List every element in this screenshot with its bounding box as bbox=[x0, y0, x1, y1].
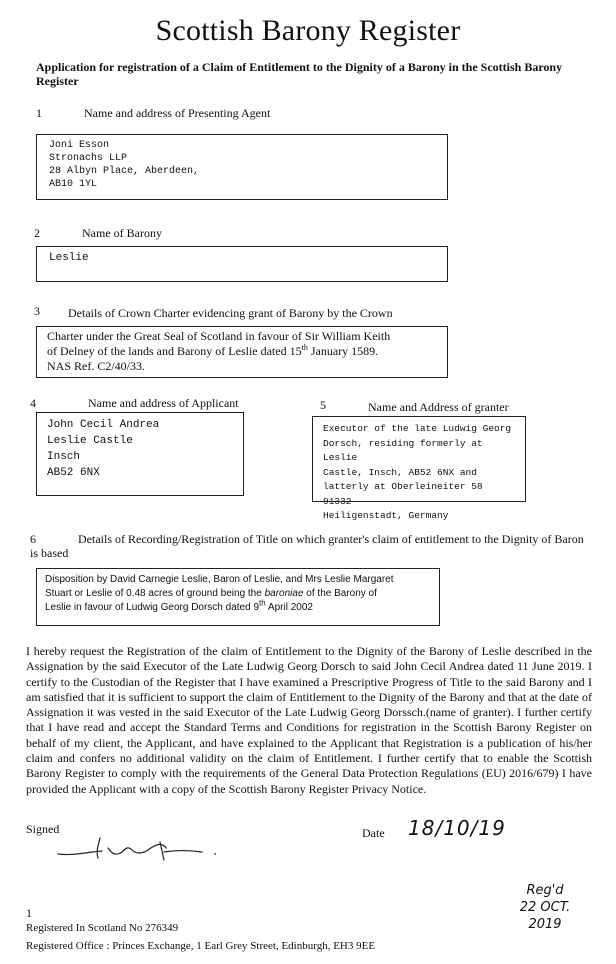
charter-line-2: of Delney of the lands and Barony of Leslie dated 15th January 1589. bbox=[47, 343, 379, 358]
barony-name-box bbox=[36, 246, 448, 282]
page-number: 1 bbox=[26, 906, 32, 920]
recording-line-2: Stuart or Leslie of 0.48 acres of ground being the baroniae of the Barony of bbox=[45, 588, 377, 599]
date-label: Date bbox=[362, 826, 385, 840]
title-recording-box bbox=[36, 568, 440, 626]
section-5-number: 5 bbox=[320, 398, 326, 412]
applicant-line: Leslie Castle bbox=[47, 435, 133, 447]
recording-line-3: Leslie in favour of Ludwig Georg Dorsch dated 9th April 2002 bbox=[45, 598, 313, 613]
agent-line: AB10 1YL bbox=[49, 179, 98, 190]
registration-number: Registered In Scotland No 276349 bbox=[26, 922, 179, 934]
form-subtitle: Application for registration of a Claim of Entitlement to the Dignity of a Barony in the Scottish Barony Register bbox=[36, 60, 563, 88]
signature-scribble bbox=[52, 832, 232, 866]
registered-note-line: 2019 bbox=[528, 917, 562, 932]
granter-box bbox=[312, 416, 526, 521]
granter-line: Executor of the late Ludwig Georg bbox=[323, 423, 512, 434]
section-3-label: Details of Crown Charter evidencing grant of Barony by the Crown bbox=[68, 306, 393, 320]
recording-line-1: Disposition by David Carnegie Leslie, Baron of Leslie, and Mrs Leslie Margaret bbox=[45, 574, 394, 585]
section-1-label: Name and address of Presenting Agent bbox=[84, 106, 271, 120]
registered-note-line: 22 OCT. bbox=[519, 900, 571, 915]
presenting-agent-box bbox=[36, 134, 448, 200]
charter-line-1: Charter under the Great Seal of Scotland in favour of Sir William Keith bbox=[47, 329, 391, 343]
registered-office: Registered Office : Princes Exchange, 1 Earl Grey Street, Edinburgh, EH3 9EE bbox=[26, 940, 376, 952]
signed-label: Signed bbox=[26, 822, 60, 836]
granter-line: Dorsch, residing formerly at Leslie bbox=[323, 437, 483, 463]
declaration-text: I hereby request the Registration of the claim of Entitlement to the Dignity of the Barony of Leslie described in the Assignation by the said Executor of the Late Ludwig Georg Dorsch to said John Cecil Andrea dated 11 June 2019. I certify to the Custodian of the Register that I have examined a Prescriptive Progress of Title to the said Barony and I am satisfied that it is sufficient to support the claim of Entitlement to the Dignity of the Barony and that at the date of Assignation it was vested in the said Executor of the Late Ludwig Georg Dorssch.(name of granter). I further certify that I have read and accept the Standard Terms and Conditions for registration in the Scottish Barony Register on behalf of my client, the Applicant, and have explained to the Applicant that Registration is a publication of his/her claim and confers no additional validity on the claim of Entitlement. I further certify that to enable the Scottish Barony Register to comply with the requirements of the General Data Protection Regulations (EU) 2016/679) I have provided the Applicant with a copy of the Scottish Barony Register Privacy Notice. bbox=[26, 644, 592, 796]
section-3-number: 3 bbox=[34, 304, 40, 318]
section-4-number: 4 bbox=[30, 396, 36, 410]
agent-line: Joni Esson bbox=[49, 140, 110, 151]
section-6-number: 6 bbox=[30, 532, 36, 546]
section-6-label: Details of Recording/Registration of Title on which granter's claim of entitlement to the Dignity of Baron is based bbox=[30, 532, 584, 560]
crown-charter-box bbox=[36, 326, 448, 378]
applicant-box bbox=[36, 412, 244, 496]
applicant-line: John Cecil Andrea bbox=[47, 419, 160, 431]
granter-line: Castle, Insch, AB52 6NX and bbox=[323, 466, 477, 478]
registered-note-line: Reg'd bbox=[526, 883, 564, 898]
agent-line: Stronachs LLP bbox=[49, 153, 128, 164]
section-5-label: Name and Address of granter bbox=[368, 400, 509, 414]
section-2-number: 2 bbox=[34, 226, 40, 240]
charter-line-3: NAS Ref. C2/40/33. bbox=[47, 359, 146, 373]
applicant-line: Insch bbox=[47, 451, 81, 463]
page-title: Scottish Barony Register bbox=[155, 14, 461, 47]
date-value: 18/10/19 bbox=[408, 816, 506, 840]
section-4-label: Name and address of Applicant bbox=[88, 396, 239, 410]
applicant-line: AB52 6NX bbox=[47, 467, 100, 479]
barony-name-value: Leslie bbox=[49, 252, 89, 264]
granter-line: Heiligenstadt, Germany bbox=[323, 510, 449, 521]
agent-line: 28 Albyn Place, Aberdeen, bbox=[49, 166, 200, 177]
section-2-label: Name of Barony bbox=[82, 226, 162, 240]
registered-note bbox=[500, 882, 590, 933]
granter-line: latterly at Oberleineiter 58 91332 bbox=[323, 481, 483, 507]
section-1-number: 1 bbox=[36, 106, 42, 120]
